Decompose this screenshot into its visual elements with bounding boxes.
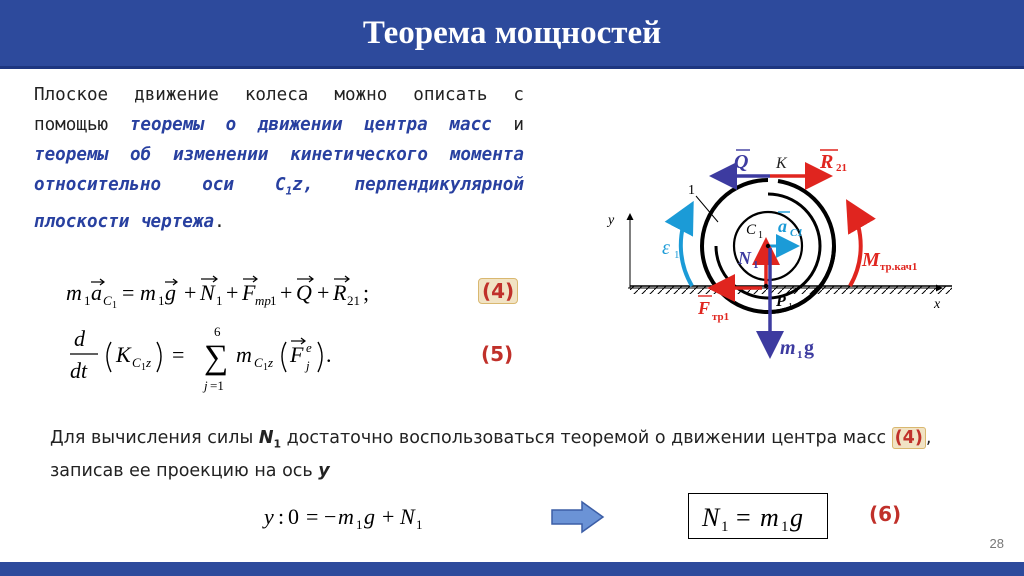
label-P: P bbox=[776, 293, 786, 310]
intro-paragraph bbox=[34, 80, 524, 237]
svg-text:.: . bbox=[326, 342, 332, 367]
svg-text:=: = bbox=[122, 280, 135, 305]
footer-bar bbox=[0, 562, 1024, 576]
svg-text:1: 1 bbox=[141, 362, 146, 373]
label-M: M bbox=[862, 249, 880, 271]
label-a: a bbox=[778, 216, 787, 236]
svg-text:=: = bbox=[172, 342, 185, 367]
svg-text:C: C bbox=[132, 355, 141, 370]
equation-5 bbox=[64, 316, 474, 400]
svg-text:z: z bbox=[268, 355, 274, 370]
label-epsilon-sub: 1 bbox=[674, 249, 680, 261]
svg-text:m: m bbox=[236, 342, 252, 367]
para2-text-1: Для вычисления силы bbox=[50, 428, 259, 448]
highlight-sub: 1 bbox=[285, 184, 293, 198]
svg-text:z: z bbox=[146, 355, 152, 370]
svg-text:g: g bbox=[364, 504, 375, 529]
equation-reference: (4) bbox=[892, 427, 926, 449]
svg-text:=: = bbox=[306, 504, 319, 529]
label-F-sub: тр1 bbox=[712, 311, 730, 323]
svg-text:g: g bbox=[790, 503, 803, 532]
label-R: R bbox=[820, 151, 834, 173]
svg-text:тр: тр bbox=[255, 293, 271, 308]
label-mg-m: m bbox=[780, 337, 796, 359]
projection-equation bbox=[262, 496, 472, 536]
equation-4 bbox=[64, 268, 474, 312]
svg-text:N: N bbox=[200, 280, 215, 305]
svg-text::: : bbox=[278, 504, 285, 529]
equation-6-number: (6) bbox=[869, 502, 902, 526]
svg-text:K: K bbox=[116, 342, 131, 367]
svg-text:1: 1 bbox=[84, 293, 91, 308]
label-y: y bbox=[608, 213, 615, 228]
label-mg-sub: 1 bbox=[797, 349, 803, 361]
force-symbol: N bbox=[258, 428, 274, 448]
svg-text:1: 1 bbox=[781, 519, 789, 534]
slide-title: Теорема мощностей bbox=[362, 15, 662, 51]
svg-text:1: 1 bbox=[158, 293, 165, 308]
label-P-sub: 1 bbox=[788, 302, 793, 313]
svg-text:1: 1 bbox=[270, 293, 277, 308]
highlight-theorem-center-mass: теоремы о движении центра масс bbox=[129, 115, 492, 135]
svg-text:=: = bbox=[736, 503, 751, 532]
label-F: F bbox=[698, 298, 711, 318]
svg-text:1: 1 bbox=[112, 300, 117, 311]
highlight-text-a: теоремы об изменении кинетического момента относительно оси C bbox=[34, 145, 524, 195]
svg-text:21: 21 bbox=[347, 293, 360, 308]
svg-text:+: + bbox=[226, 280, 239, 305]
svg-text:R: R bbox=[333, 280, 347, 305]
label-epsilon: ε bbox=[662, 237, 670, 259]
second-paragraph bbox=[50, 425, 950, 485]
wheel-diagram bbox=[606, 138, 962, 370]
svg-text:F: F bbox=[242, 280, 256, 305]
svg-text:N: N bbox=[400, 504, 415, 529]
svg-text:−: − bbox=[324, 504, 337, 529]
label-one: 1 bbox=[688, 183, 695, 198]
label-C-sub: 1 bbox=[758, 230, 763, 241]
para2-text-2: достаточно воспользоваться теоремой о движении центра масс bbox=[281, 428, 892, 448]
svg-text:e: e bbox=[306, 340, 312, 355]
equation-4-number: (4) bbox=[478, 278, 518, 304]
label-N-sub: 1 bbox=[753, 259, 759, 271]
svg-text:m: m bbox=[140, 280, 156, 305]
highlight-text-b: z, перпендикулярной плоскости чертежа bbox=[34, 175, 524, 232]
svg-text:N: N bbox=[702, 503, 720, 532]
highlight-theorem-kinetic-moment bbox=[34, 145, 524, 232]
svg-text:y: y bbox=[264, 504, 274, 529]
page-number: 28 bbox=[989, 536, 1004, 551]
label-x: x bbox=[934, 297, 941, 312]
equation-5-number: (5) bbox=[481, 342, 514, 366]
svg-text:C: C bbox=[254, 355, 263, 370]
svg-text:g: g bbox=[165, 280, 176, 305]
svg-text:a: a bbox=[91, 280, 102, 305]
para2-text-3: , записав ее проекцию на ось bbox=[50, 428, 932, 481]
svg-text:0: 0 bbox=[288, 504, 299, 529]
svg-text:+: + bbox=[184, 280, 197, 305]
svg-text:m: m bbox=[760, 503, 779, 532]
svg-text:1: 1 bbox=[216, 293, 223, 308]
svg-text:;: ; bbox=[363, 280, 370, 305]
svg-text:C: C bbox=[103, 293, 112, 308]
axis-symbol: y bbox=[318, 460, 330, 481]
label-mg-g: g bbox=[804, 337, 814, 359]
implication-arrow-icon bbox=[550, 500, 606, 534]
svg-text:Q: Q bbox=[296, 280, 312, 305]
label-K: K bbox=[776, 155, 787, 172]
svg-text:1: 1 bbox=[263, 362, 268, 373]
intro-text-3: . bbox=[214, 211, 225, 232]
svg-text:6: 6 bbox=[214, 324, 221, 339]
svg-text:dt: dt bbox=[70, 358, 88, 383]
label-M-sub: тр.кач1 bbox=[880, 261, 918, 273]
label-Q: Q bbox=[734, 151, 749, 173]
svg-text:+: + bbox=[317, 280, 330, 305]
label-a-sub: C1 bbox=[790, 227, 803, 239]
svg-text:m: m bbox=[338, 504, 354, 529]
svg-text:=1: =1 bbox=[210, 378, 224, 393]
svg-text:j: j bbox=[306, 358, 310, 373]
svg-text:+: + bbox=[382, 504, 395, 529]
svg-text:+: + bbox=[280, 280, 293, 305]
svg-text:∑: ∑ bbox=[204, 339, 229, 376]
label-C: C bbox=[746, 222, 757, 238]
force-sub: 1 bbox=[273, 437, 282, 451]
intro-text-1: Плоское движение колеса можно описать с помощью bbox=[34, 85, 524, 135]
label-N: N bbox=[738, 248, 751, 268]
svg-text:j: j bbox=[204, 378, 208, 393]
svg-text:d: d bbox=[74, 326, 85, 351]
label-R-sub: 21 bbox=[836, 162, 847, 174]
svg-text:1: 1 bbox=[416, 517, 423, 532]
result-equation bbox=[700, 500, 824, 534]
intro-text-2: и bbox=[491, 115, 524, 135]
svg-text:m: m bbox=[66, 280, 82, 305]
svg-text:1: 1 bbox=[721, 519, 729, 534]
svg-text:F: F bbox=[290, 342, 304, 367]
svg-text:1: 1 bbox=[356, 517, 363, 532]
